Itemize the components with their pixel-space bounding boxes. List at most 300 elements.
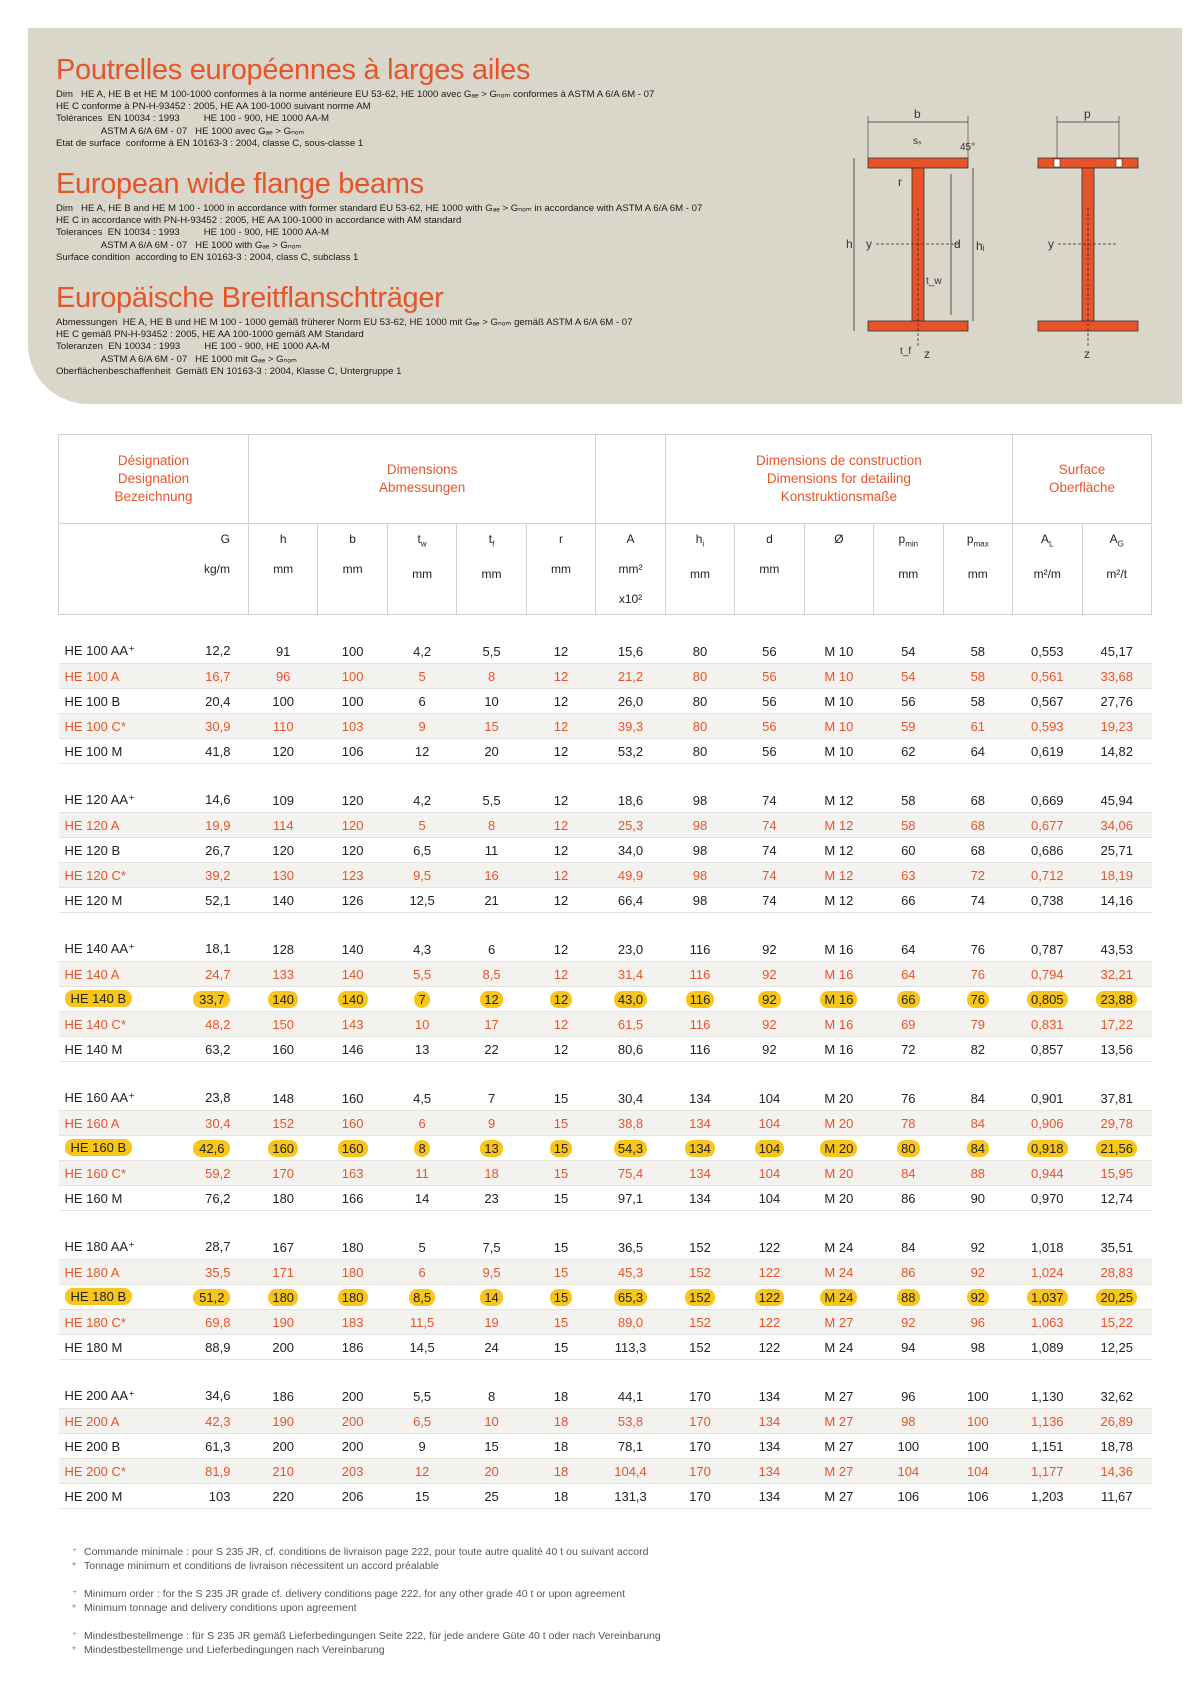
cell-value: 64 [874, 962, 943, 987]
cell-value: 12 [526, 1012, 596, 1037]
cell-value: 170 [248, 1161, 317, 1186]
cell-value: 88 [943, 1161, 1013, 1186]
col-header-4 [457, 524, 526, 615]
cell-value: 17 [457, 1012, 526, 1037]
footnote-text: Mindestbestellmenge : für S 235 JR gemäß Lieferbedingungen Seite 222, für jede andere Güte 40 t oder nach Vereinbarung [84, 1630, 661, 1642]
cell-value: 6,5 [387, 1409, 456, 1434]
cell-value: 58 [943, 664, 1013, 689]
table-row [59, 838, 1152, 863]
cell-value: 0,906 [1013, 1111, 1082, 1136]
table-row [59, 863, 1152, 888]
cell-designation: HE 200 M 103 [59, 1484, 249, 1509]
axis-label-y-right: y [1048, 237, 1054, 251]
cell-value: 14 [457, 1285, 526, 1310]
cell-value: 134 [665, 1086, 734, 1111]
cell-value: 74 [943, 888, 1013, 913]
cell-value: 15 [457, 714, 526, 739]
cell-value: 97,1 [596, 1186, 665, 1211]
cell-value: 200 [248, 1335, 317, 1360]
cell-value: 134 [735, 1384, 804, 1409]
cell-value: 140 [248, 987, 317, 1012]
cell-value: 66,4 [596, 888, 665, 913]
cell-value: 96 [248, 664, 317, 689]
cell-value: 4,2 [387, 788, 456, 813]
cell-value: 30,4 [596, 1086, 665, 1111]
cell-value: 27,76 [1082, 689, 1152, 714]
cell-value: 15 [526, 1285, 596, 1310]
cell-designation: HE 200 AA⁺ 34,6 [59, 1384, 249, 1409]
footnote-text: Commande minimale : pour S 235 JR, cf. conditions de livraison page 222, pour toute autre qualité 40 t ou suivant accord [84, 1546, 649, 1558]
cell-value: 133 [248, 962, 317, 987]
cell-value: 186 [318, 1335, 387, 1360]
cell-value: 74 [735, 813, 804, 838]
col-header-7 [665, 524, 734, 615]
cell-value: 84 [943, 1111, 1013, 1136]
cell-designation: HE 180 AA⁺ 28,7 [59, 1235, 249, 1260]
cell-value: 0,918 [1013, 1136, 1082, 1161]
cell-value: 19,23 [1082, 714, 1152, 739]
cell-value: 43,0 [596, 987, 665, 1012]
axis-label-z-left: z [924, 347, 930, 361]
cell-value: 20,25 [1082, 1285, 1152, 1310]
cell-value: 17,22 [1082, 1012, 1152, 1037]
cell-value: M 24 [804, 1285, 873, 1310]
table-row [59, 1037, 1152, 1062]
cell-value: 53,8 [596, 1409, 665, 1434]
cell-value: 23,88 [1082, 987, 1152, 1012]
table-row [59, 1285, 1152, 1310]
cell-value: 74 [735, 863, 804, 888]
cell-value: 0,669 [1013, 788, 1082, 813]
cell-designation: HE 100 B 20,4 [59, 689, 249, 714]
cell-value: 152 [665, 1335, 734, 1360]
cell-value: 35,51 [1082, 1235, 1152, 1260]
dim-label-hi: hᵢ [976, 239, 985, 253]
cell-value: 13 [387, 1037, 456, 1062]
col-unit: m²/t [1106, 567, 1128, 582]
cell-value: 22 [457, 1037, 526, 1062]
cell-value: 56 [735, 714, 804, 739]
cell-value: 23,0 [596, 937, 665, 962]
cell-value: M 12 [804, 788, 873, 813]
cell-value: 76 [943, 937, 1013, 962]
col-header-5 [526, 524, 596, 615]
cell-value: 15 [526, 1136, 596, 1161]
cell-value: 8 [457, 664, 526, 689]
cell-designation: HE 180 B 51,2 [59, 1285, 249, 1310]
cell-value: 69 [874, 1012, 943, 1037]
cell-value: 18 [457, 1161, 526, 1186]
cell-value: 134 [665, 1161, 734, 1186]
col-unit: mm [689, 567, 710, 582]
table-row [59, 1409, 1152, 1434]
cell-value: 140 [318, 937, 387, 962]
cell-value: 122 [735, 1285, 804, 1310]
cell-value: 104,4 [596, 1459, 665, 1484]
cell-value: M 27 [804, 1484, 873, 1509]
cell-value: 38,8 [596, 1111, 665, 1136]
cell-value: 78,1 [596, 1434, 665, 1459]
cell-value: 170 [665, 1409, 734, 1434]
cell-value: 122 [735, 1335, 804, 1360]
cell-value: 92 [735, 1037, 804, 1062]
cell-value: 183 [318, 1310, 387, 1335]
cell-value: 32,62 [1082, 1384, 1152, 1409]
cell-value: 0,619 [1013, 739, 1082, 764]
cell-value: 34,0 [596, 838, 665, 863]
title-de: Europäische Breitflanschträger [56, 282, 444, 314]
cell-value: 122 [735, 1235, 804, 1260]
cell-value: 14 [387, 1186, 456, 1211]
cell-value: 148 [248, 1086, 317, 1111]
cell-value: 92 [943, 1285, 1013, 1310]
cell-value: 9 [387, 714, 456, 739]
cell-value: 37,81 [1082, 1086, 1152, 1111]
footnote-text: Minimum tonnage and delivery conditions upon agreement [84, 1602, 357, 1614]
cell-value: 116 [665, 1037, 734, 1062]
cell-value: 80,6 [596, 1037, 665, 1062]
cell-value: 15 [387, 1484, 456, 1509]
cell-value: 14,5 [387, 1335, 456, 1360]
cell-value: 56 [735, 664, 804, 689]
table-row [59, 1335, 1152, 1360]
cell-value: 170 [665, 1384, 734, 1409]
table-row [59, 689, 1152, 714]
cell-value: 94 [874, 1335, 943, 1360]
cell-value: 190 [248, 1409, 317, 1434]
cell-designation: HE 160 B 42,6 [59, 1136, 249, 1161]
cell-value: 180 [248, 1186, 317, 1211]
table-row [59, 1161, 1152, 1186]
col-symbol: $p_{min}$ [898, 532, 919, 549]
cell-value: 104 [735, 1111, 804, 1136]
cell-value: 90 [943, 1186, 1013, 1211]
cell-value: 143 [318, 1012, 387, 1037]
cell-value: M 10 [804, 689, 873, 714]
cell-value: 84 [874, 1161, 943, 1186]
cell-value: 62 [874, 739, 943, 764]
cell-value: 113,3 [596, 1335, 665, 1360]
cell-value: 0,794 [1013, 962, 1082, 987]
col-unit: mm [412, 567, 433, 582]
col-symbol: $t_w$ [417, 532, 427, 549]
cell-value: 160 [318, 1086, 387, 1111]
left-beam-top-flange [868, 158, 968, 168]
col-header-8 [735, 524, 804, 615]
cell-value: 6 [387, 1260, 456, 1285]
cell-designation: HE 120 A 19,9 [59, 813, 249, 838]
cell-value: 104 [735, 1136, 804, 1161]
cell-value: 170 [665, 1459, 734, 1484]
cell-value: 100 [943, 1384, 1013, 1409]
cell-value: 12,74 [1082, 1186, 1152, 1211]
cell-value: 92 [943, 1235, 1013, 1260]
cell-value: 74 [735, 888, 804, 913]
table-row [59, 788, 1152, 813]
col-symbol: $t_f$ [488, 532, 495, 549]
cell-value: 104 [943, 1459, 1013, 1484]
cell-value: 100 [318, 664, 387, 689]
header-area-blank [596, 435, 665, 524]
col-symbol: d [766, 532, 773, 546]
cell-value: 59 [874, 714, 943, 739]
cell-value: 6 [387, 689, 456, 714]
cell-value: 18 [526, 1434, 596, 1459]
cell-value: 0,712 [1013, 863, 1082, 888]
cell-value: 80 [665, 714, 734, 739]
cell-value: 15 [526, 1186, 596, 1211]
table-row [59, 639, 1152, 664]
table-row [59, 1136, 1152, 1161]
cell-value: 120 [248, 739, 317, 764]
cell-value: 0,567 [1013, 689, 1082, 714]
header-dimensions: Dimensions Abmessungen [248, 435, 595, 524]
cell-value: 134 [735, 1434, 804, 1459]
cell-value: 32,21 [1082, 962, 1152, 987]
cell-value: 6 [387, 1111, 456, 1136]
cell-value: 210 [248, 1459, 317, 1484]
cell-value: 7,5 [457, 1235, 526, 1260]
cell-value: 68 [943, 838, 1013, 863]
cell-value: 152 [665, 1285, 734, 1310]
cell-value: 14,16 [1082, 888, 1152, 913]
cell-value: 134 [735, 1459, 804, 1484]
dim-label-tw: t_w [926, 276, 942, 287]
cell-value: 86 [874, 1260, 943, 1285]
cell-value: 100 [318, 689, 387, 714]
cell-value: M 20 [804, 1186, 873, 1211]
col-symbol-g: G [220, 532, 230, 546]
cell-value: 25,3 [596, 813, 665, 838]
cell-value: 134 [735, 1409, 804, 1434]
cell-value: 92 [735, 937, 804, 962]
cell-value: 140 [318, 962, 387, 987]
cell-value: 131,3 [596, 1484, 665, 1509]
cell-value: 12 [526, 1037, 596, 1062]
spec-fr: Dim HE A, HE B et HE M 100-1000 conformes à la norme antérieure EU 53-62, HE 1000 avec Gₐₑ > Gₙₒₘ conformes à ASTM A 6/A 6M - 07 HE C conforme à PN-H-93452 : 2005, HE AA 100-1000 suivant norme AM Tolérances EN 10034 : 1993 HE 100 - 900, HE 1000 AA-M ASTM A 6/A 6M - 07 HE 1000 avec Gₐₑ > Gₙₒₘ Etat de surface conforme à EN 10163-3 : 2004, classe C, sous-classe 1 [56, 89, 655, 149]
cell-value: M 27 [804, 1384, 873, 1409]
cell-value: 128 [248, 937, 317, 962]
cell-value: M 16 [804, 1037, 873, 1062]
cell-value: 98 [943, 1335, 1013, 1360]
cell-value: 140 [248, 888, 317, 913]
cell-value: 39,3 [596, 714, 665, 739]
table-row [59, 1484, 1152, 1509]
cell-value: 0,805 [1013, 987, 1082, 1012]
table-row [59, 1111, 1152, 1136]
cell-value: 5 [387, 1235, 456, 1260]
cell-value: M 27 [804, 1434, 873, 1459]
cell-value: 53,2 [596, 739, 665, 764]
cell-value: 88 [874, 1285, 943, 1310]
col-symbol: h [279, 532, 287, 546]
cell-value: M 10 [804, 639, 873, 664]
cell-value: 16 [457, 863, 526, 888]
table-row [59, 962, 1152, 987]
cell-designation: HE 200 A 42,3 [59, 1409, 249, 1434]
col-symbol: $A_G$ [1109, 532, 1124, 549]
cell-value: 160 [248, 1037, 317, 1062]
cell-value: 96 [874, 1384, 943, 1409]
cell-value: 0,593 [1013, 714, 1082, 739]
cell-value: 200 [318, 1409, 387, 1434]
cell-value: M 16 [804, 937, 873, 962]
cell-value: 61 [943, 714, 1013, 739]
cell-value: 29,78 [1082, 1111, 1152, 1136]
cell-value: 104 [874, 1459, 943, 1484]
cell-value: 200 [318, 1384, 387, 1409]
cell-value: 92 [735, 962, 804, 987]
col-header-9 [804, 524, 873, 615]
cell-value: M 12 [804, 863, 873, 888]
cell-value: 206 [318, 1484, 387, 1509]
col-unit: m²/m [1033, 567, 1061, 582]
beam-table [58, 434, 1152, 1509]
cell-value: M 20 [804, 1086, 873, 1111]
spec-en: Dim HE A, HE B and HE M 100 - 1000 in accordance with former standard EU 53-62, HE 1000 with Gₐₑ > Gₙₒₘ in accordance with ASTM A 6/A 6M - 07 HE C in accordance with PN-H-93452 : 2005, HE AA 100-1000 in accordance with AM standard Tolerances EN 10034 : 1993 HE 100 - 900, HE 1000 AA-M ASTM A 6/A 6M - 07 HE 1000 with Gₐₑ > Gₙₒₘ Surface condition according to EN 10163-3 : 2004, class C, subclass 1 [56, 203, 703, 263]
cell-value: 8 [457, 1384, 526, 1409]
cell-value: 4,5 [387, 1086, 456, 1111]
cell-value: 31,4 [596, 962, 665, 987]
cell-value: 0,561 [1013, 664, 1082, 689]
cell-value: M 12 [804, 888, 873, 913]
cell-value: 167 [248, 1235, 317, 1260]
header-surface: Surface Oberfläche [1013, 435, 1152, 524]
cell-value: 5,5 [387, 962, 456, 987]
table-row [59, 888, 1152, 913]
cell-value: 92 [735, 1012, 804, 1037]
cell-value: 92 [943, 1260, 1013, 1285]
cell-value: 15 [526, 1086, 596, 1111]
cell-value: 15 [526, 1260, 596, 1285]
cell-value: 12 [526, 664, 596, 689]
title-fr: Poutrelles européennes à larges ailes [56, 54, 531, 86]
cell-value: 120 [318, 788, 387, 813]
cell-value: 12 [526, 863, 596, 888]
cell-value: 134 [735, 1484, 804, 1509]
table-row [59, 1459, 1152, 1484]
cell-value: 130 [248, 863, 317, 888]
cell-value: 15 [526, 1161, 596, 1186]
cell-value: 146 [318, 1037, 387, 1062]
cell-value: 15,6 [596, 639, 665, 664]
cell-value: 170 [665, 1434, 734, 1459]
cell-value: 60 [874, 838, 943, 863]
dim-label-h: h [846, 237, 853, 251]
cell-value: 0,686 [1013, 838, 1082, 863]
cell-value: 1,063 [1013, 1310, 1082, 1335]
axis-label-y-left: y [866, 237, 872, 251]
cell-value: 63 [874, 863, 943, 888]
cell-value: 89,0 [596, 1310, 665, 1335]
cell-value: 5,5 [457, 788, 526, 813]
cell-value: 11,67 [1082, 1484, 1152, 1509]
cell-value: 0,787 [1013, 937, 1082, 962]
cell-value: 12 [526, 639, 596, 664]
cell-value: 56 [874, 689, 943, 714]
table-row [59, 813, 1152, 838]
col-header-3 [387, 524, 456, 615]
cell-value: 11 [457, 838, 526, 863]
cell-value: 11 [387, 1161, 456, 1186]
col-symbol: b [349, 532, 356, 546]
cell-designation: HE 180 M 88,9 [59, 1335, 249, 1360]
cell-value: 80 [665, 689, 734, 714]
cell-value: 150 [248, 1012, 317, 1037]
cell-value: 92 [735, 987, 804, 1012]
cell-value: M 10 [804, 664, 873, 689]
cell-value: 96 [943, 1310, 1013, 1335]
cell-value: 74 [735, 838, 804, 863]
cell-value: 5 [387, 664, 456, 689]
cell-value: 0,553 [1013, 639, 1082, 664]
col-header-2 [318, 524, 387, 615]
cell-value: M 24 [804, 1335, 873, 1360]
cell-value: 140 [318, 987, 387, 1012]
cell-value: 18 [526, 1484, 596, 1509]
cell-value: 9 [457, 1111, 526, 1136]
table-row [59, 1086, 1152, 1111]
cell-value: 21 [457, 888, 526, 913]
cell-value: 12 [526, 888, 596, 913]
col-symbol: r [559, 532, 564, 546]
cell-value: 58 [943, 639, 1013, 664]
cell-value: 122 [735, 1260, 804, 1285]
cell-value: 15 [526, 1310, 596, 1335]
cell-designation: HE 140 M 63,2 [59, 1037, 249, 1062]
cell-value: 84 [874, 1235, 943, 1260]
cell-value: 116 [665, 937, 734, 962]
cell-value: 8,5 [387, 1285, 456, 1310]
cell-value: 171 [248, 1260, 317, 1285]
cell-value: M 16 [804, 1012, 873, 1037]
col-unit: mm [273, 562, 294, 576]
cell-value: 56 [735, 639, 804, 664]
cell-value: 15 [526, 1335, 596, 1360]
cell-value: 180 [318, 1260, 387, 1285]
cell-designation: HE 160 M 76,2 [59, 1186, 249, 1211]
cell-value: 10 [387, 1012, 456, 1037]
table-row [59, 714, 1152, 739]
footnote-block: ⁺ Minimum order : for the S 235 JR grade cf. delivery conditions page 222, for any other grade 40 t or upon agreement * Minimum tonnage and delivery conditions upon agreement [72, 1588, 626, 1614]
table-row [59, 1186, 1152, 1211]
cell-value: 190 [248, 1310, 317, 1335]
col-symbol: $A_L$ [1041, 532, 1054, 549]
cell-value: 28,83 [1082, 1260, 1152, 1285]
footnote-block: ⁺ Mindestbestellmenge : für S 235 JR gemäß Lieferbedingungen Seite 222, für jede andere Güte 40 t oder nach Vereinbarung * Mindestbestellmenge und Lieferbedingungen nach Vereinbarung [72, 1630, 661, 1656]
dim-label-p: p [1084, 107, 1091, 121]
cell-value: 65,3 [596, 1285, 665, 1310]
cell-value: 12 [526, 689, 596, 714]
cell-value: 84 [943, 1086, 1013, 1111]
cell-value: 8 [387, 1136, 456, 1161]
cell-value: 12 [526, 714, 596, 739]
cell-value: 106 [874, 1484, 943, 1509]
cell-value: 180 [248, 1285, 317, 1310]
cell-value: 82 [943, 1037, 1013, 1062]
cell-value: 120 [318, 813, 387, 838]
col-header-10 [874, 524, 943, 615]
cell-value: 36,5 [596, 1235, 665, 1260]
cell-value: 160 [248, 1136, 317, 1161]
table-row [59, 1434, 1152, 1459]
dim-label-tf: t_f [900, 346, 912, 357]
cell-designation: HE 100 A 16,7 [59, 664, 249, 689]
cell-value: 166 [318, 1186, 387, 1211]
cell-value: 180 [318, 1235, 387, 1260]
cell-value: 26,89 [1082, 1409, 1152, 1434]
cell-value: 1,130 [1013, 1384, 1082, 1409]
